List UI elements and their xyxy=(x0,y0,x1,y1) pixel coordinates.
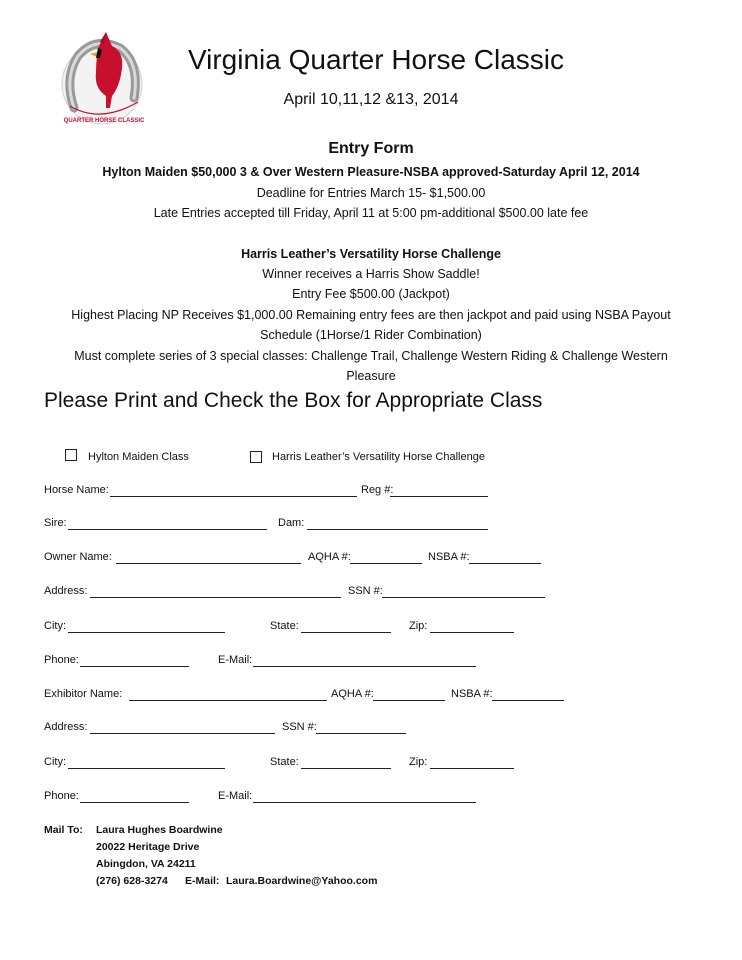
exhibitor-phone-label: Phone: xyxy=(44,790,79,802)
late-entries-text: Late Entries accepted till Friday, April 11 at 5:00 pm-additional $500.00 late fee xyxy=(153,206,589,220)
mail-to-label: Mail To: xyxy=(44,824,83,836)
page-title: Virginia Quarter Horse Classic xyxy=(187,44,565,75)
owner-zip-field[interactable] xyxy=(430,620,514,633)
entry-fee-text: Entry Fee $500.00 (Jackpot) xyxy=(292,287,450,301)
mail-email-label: E-Mail: xyxy=(185,875,220,887)
winner-text: Winner receives a Harris Show Saddle! xyxy=(262,267,480,281)
cardinal-horseshoe-logo xyxy=(50,28,160,128)
exhibitor-email-label: E-Mail: xyxy=(218,790,253,802)
owner-city-field[interactable] xyxy=(68,620,225,633)
owner-aqha-field[interactable] xyxy=(350,551,422,564)
owner-city-label: City: xyxy=(44,620,66,632)
dam-field[interactable] xyxy=(307,517,488,530)
exhibitor-name-label: Exhibitor Name: xyxy=(44,688,123,700)
mail-street: 20022 Heritage Drive xyxy=(96,841,200,853)
mail-phone: (276) 628-3274 xyxy=(96,875,168,887)
exhibitor-ssn-field[interactable] xyxy=(316,721,406,734)
owner-ssn-label: SSN #: xyxy=(348,585,383,597)
horse-name-label: Horse Name: xyxy=(44,484,109,496)
placing-text-1: Highest Placing NP Receives $1,000.00 Remaining entry fees are then jackpot and paid using NSBA Payout xyxy=(71,308,671,322)
exhibitor-zip-field[interactable] xyxy=(430,756,514,769)
logo-text: QUARTER HORSE CLASSIC xyxy=(63,118,145,124)
exhibitor-address-label: Address: xyxy=(44,721,88,733)
owner-name-field[interactable] xyxy=(116,551,301,564)
series-text-1: Must complete series of 3 special classes: Challenge Trail, Challenge Western Riding & Challenge Western xyxy=(74,349,668,363)
exhibitor-ssn-label: SSN #: xyxy=(282,721,317,733)
owner-name-label: Owner Name: xyxy=(44,551,112,563)
mail-city: Abingdon, VA 24211 xyxy=(96,858,196,870)
exhibitor-aqha-label: AQHA #: xyxy=(331,688,374,700)
exhibitor-state-field[interactable] xyxy=(301,756,391,769)
exhibitor-address-field[interactable] xyxy=(90,721,275,734)
owner-state-label: State: xyxy=(270,620,299,632)
owner-nsba-label: NSBA #: xyxy=(428,551,470,563)
placing-text-2: Schedule (1Horse/1 Rider Combination) xyxy=(260,328,482,342)
harris-challenge-checkbox[interactable] xyxy=(250,451,262,463)
owner-phone-field[interactable] xyxy=(80,654,189,667)
exhibitor-phone-field[interactable] xyxy=(80,790,189,803)
exhibitor-zip-label: Zip: xyxy=(409,756,428,768)
owner-phone-label: Phone: xyxy=(44,654,79,666)
maiden-class-label: Hylton Maiden Class xyxy=(88,451,189,463)
maiden-class-checkbox[interactable] xyxy=(65,449,77,461)
sire-label: Sire: xyxy=(44,517,67,529)
deadline-text: Deadline for Entries March 15- $1,500.00 xyxy=(256,186,486,200)
owner-zip-label: Zip: xyxy=(409,620,428,632)
exhibitor-state-label: State: xyxy=(270,756,299,768)
exhibitor-city-field[interactable] xyxy=(68,756,225,769)
owner-email-label: E-Mail: xyxy=(218,654,253,666)
maiden-title: Hylton Maiden $50,000 3 & Over Western Pleasure-NSBA approved-Saturday April 12, 2014 xyxy=(102,165,640,179)
exhibitor-nsba-label: NSBA #: xyxy=(451,688,493,700)
exhibitor-nsba-field[interactable] xyxy=(492,688,564,701)
sire-field[interactable] xyxy=(68,517,267,530)
exhibitor-city-label: City: xyxy=(44,756,66,768)
owner-aqha-label: AQHA #: xyxy=(308,551,351,563)
exhibitor-aqha-field[interactable] xyxy=(373,688,445,701)
owner-nsba-field[interactable] xyxy=(469,551,541,564)
exhibitor-email-field[interactable] xyxy=(253,790,476,803)
event-dates: April 10,11,12 &13, 2014 xyxy=(283,91,459,108)
harris-title: Harris Leather’s Versatility Horse Challenge xyxy=(241,247,501,261)
owner-email-field[interactable] xyxy=(253,654,476,667)
entry-form-heading: Entry Form xyxy=(328,140,414,157)
series-text-2: Pleasure xyxy=(346,369,396,383)
horse-name-field[interactable] xyxy=(110,484,357,497)
reg-field[interactable] xyxy=(390,484,488,497)
owner-ssn-field[interactable] xyxy=(382,585,545,598)
exhibitor-name-field[interactable] xyxy=(129,688,327,701)
owner-address-label: Address: xyxy=(44,585,88,597)
reg-label: Reg #: xyxy=(361,484,394,496)
print-instructions-heading: Please Print and Check the Box for Appropriate Class xyxy=(44,389,543,412)
dam-label: Dam: xyxy=(278,517,305,529)
owner-address-field[interactable] xyxy=(90,585,341,598)
mail-name: Laura Hughes Boardwine xyxy=(96,824,223,836)
mail-email[interactable]: Laura.Boardwine@Yahoo.com xyxy=(226,875,378,887)
harris-challenge-label: Harris Leather’s Versatility Horse Challenge xyxy=(272,451,485,463)
owner-state-field[interactable] xyxy=(301,620,391,633)
